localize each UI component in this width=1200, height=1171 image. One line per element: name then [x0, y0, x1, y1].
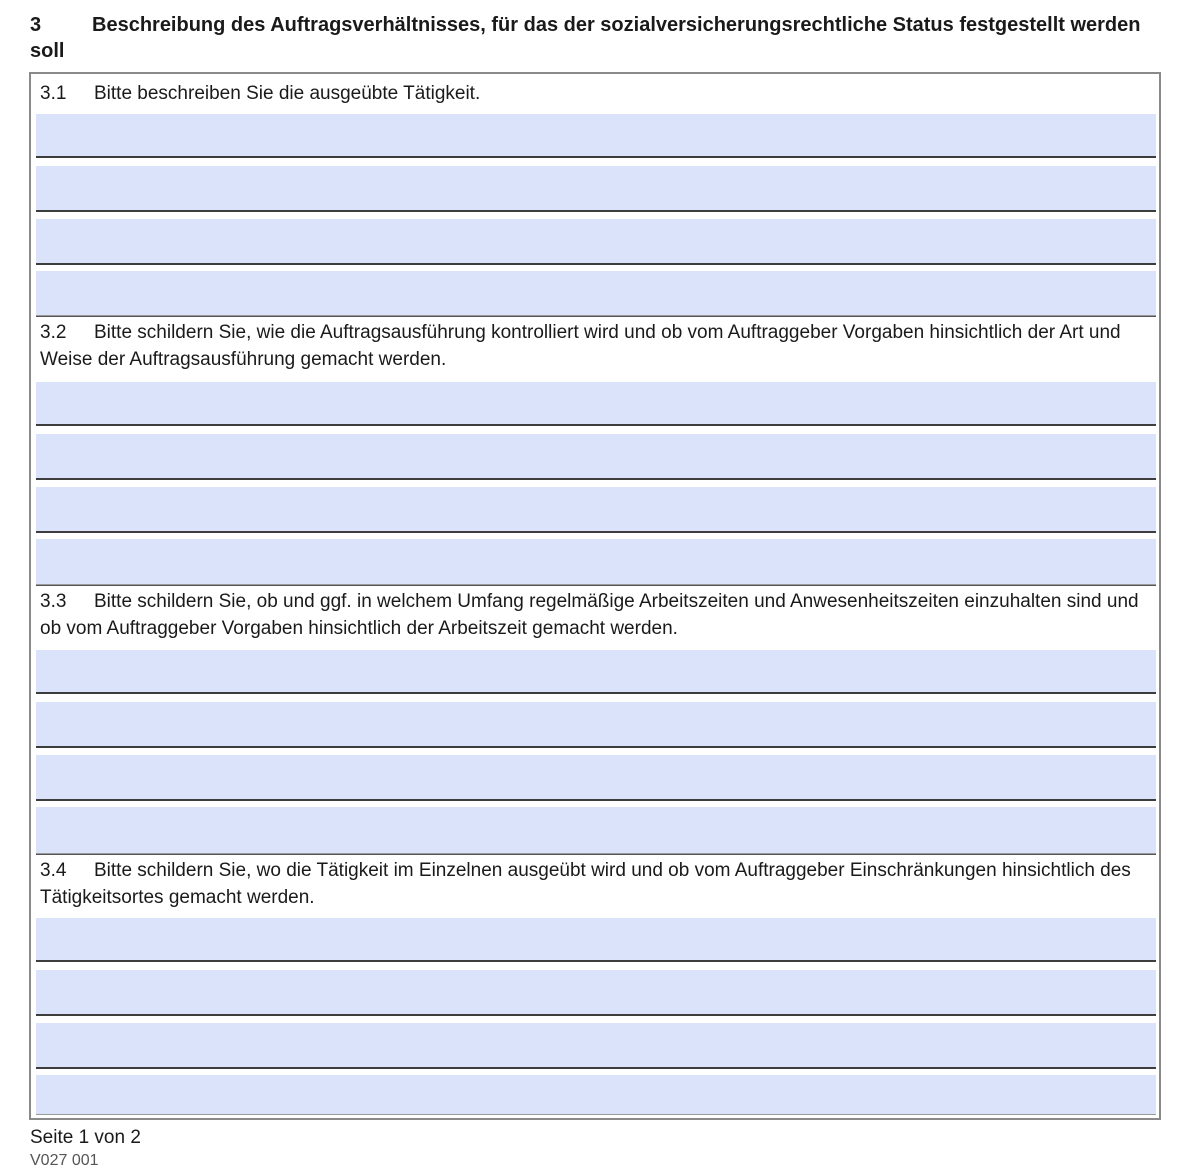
question-text: Bitte schildern Sie, wie die Auftragsausführung kontrolliert wird und ob vom Auftraggeber Vorgaben hinsichtlich der Art und Weise der Auftragsausführung gemacht werden. [40, 322, 1121, 370]
question-text: Bitte beschreiben Sie die ausgeübte Tätigkeit. [94, 83, 481, 104]
field-spacer [36, 212, 1156, 219]
section-number: 3 [30, 14, 42, 36]
text-field-3-1-line-4[interactable] [36, 271, 1156, 316]
form-code-text: V027 001 [30, 1152, 99, 1169]
field-spacer [36, 962, 1156, 970]
question-number: 3.2 [40, 322, 67, 343]
text-field-3-2-line-2[interactable] [36, 434, 1156, 480]
question-3-3 [36, 585, 1156, 650]
text-field-3-4-line-1[interactable] [36, 918, 1156, 962]
question-3-1 [36, 78, 1156, 114]
field-spacer [36, 748, 1156, 755]
text-field-3-4-line-3[interactable] [36, 1023, 1156, 1069]
text-field-3-4-line-2[interactable] [36, 970, 1156, 1016]
text-field-3-2-line-1[interactable] [36, 382, 1156, 426]
question-number: 3.4 [40, 860, 67, 881]
text-field-3-1-line-2[interactable] [36, 166, 1156, 212]
text-field-3-2-line-4[interactable] [36, 539, 1156, 585]
form-box [29, 72, 1161, 1120]
text-field-3-1-line-1[interactable] [36, 114, 1156, 158]
text-field-3-4-line-4[interactable] [36, 1075, 1156, 1115]
question-text: Bitte schildern Sie, ob und ggf. in welchem Umfang regelmäßige Arbeitszeiten und Anwesenheitszeiten einzuhalten sind und ob vom Auftraggeber Vorgaben hinsichtlich der Arbeitszeit gemacht werden. [40, 591, 1139, 639]
field-spacer [36, 480, 1156, 487]
field-spacer [36, 158, 1156, 166]
question-number: 3.1 [40, 83, 67, 104]
form-code [30, 1152, 120, 1171]
field-spacer [36, 694, 1156, 702]
page-number: Seite 1 von 2 [30, 1127, 141, 1148]
question-3-2 [36, 316, 1156, 382]
section-title: Beschreibung des Auftragsverhältnisses, für das der sozialversicherungsrechtliche Status festgestellt werden soll [30, 14, 1141, 62]
question-text: Bitte schildern Sie, wo die Tätigkeit im Einzelnen ausgeübt wird und ob vom Auftraggeber Einschränkungen hinsichtlich des Tätigkeitsortes gemacht werden. [40, 860, 1131, 908]
section-header [30, 12, 1150, 64]
text-field-3-3-line-2[interactable] [36, 702, 1156, 748]
text-field-3-1-line-3[interactable] [36, 219, 1156, 265]
field-spacer [36, 426, 1156, 434]
question-number: 3.3 [40, 591, 67, 612]
question-3-4 [36, 854, 1156, 918]
text-field-3-3-line-1[interactable] [36, 650, 1156, 694]
field-spacer [36, 1016, 1156, 1023]
text-field-3-3-line-3[interactable] [36, 755, 1156, 801]
text-field-3-2-line-3[interactable] [36, 487, 1156, 533]
text-field-3-3-line-4[interactable] [36, 807, 1156, 854]
